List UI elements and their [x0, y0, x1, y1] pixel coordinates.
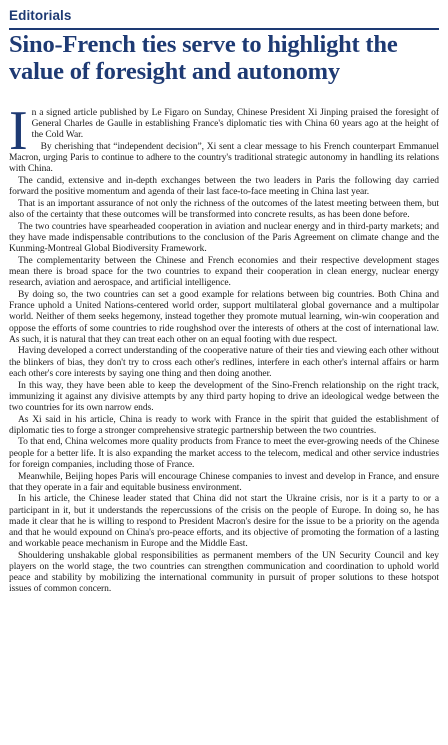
article-paragraph: The two countries have spearheaded cooperation in aviation and nuclear energy and in third-party markets; and they have made indispensable contributions to the conclusion of the Paris Agreement on climate change and the Kunming-Montreal Global Biodiversity Framework. [9, 221, 439, 255]
article-paragraph: In this way, they have been able to keep the development of the Sino-French relationship on the right track, immunizing it against any divisive attempts by any third party hoping to drive an ideological wedge between the two countries for its own narrow ends. [9, 380, 439, 413]
article-paragraph: By doing so, the two countries can set a good example for relations between big countries. Both China and France uphold a United Nations-centered world order, support multilateral global governance and a multipolar world. Neither of them seeks hegemony, instead together they promote mutual learning, win-win cooperation and oppose the efforts of some countries to ride roughshod over the interests of others at the cost of international law. As such, it is natural that they can treat each other on an equal footing with due respect. [9, 290, 439, 345]
article-paragraph: By cherishing that “independent decision”, Xi sent a clear message to his French counterpart Emmanuel Macron, urging Paris to continue to adhere to the country's traditional strategic autonomy in handling its relations with China. [9, 142, 439, 175]
article-paragraph: In his article, the Chinese leader stated that China did not start the Ukraine crisis, nor is it a party to or a participant in it, but it understands the repercussions of the crisis on the people of Europe. In doing so, he has made it clear that he is willing to respond to President Macron's desire for the issue to be a priority on the agenda and that he would expound on China's pro-peace efforts, and its objective of promoting the formation of a lasting and workable peace mechanism in Europe and the Middle East. [9, 494, 439, 550]
article-paragraph: Shouldering unshakable global responsibilities as permanent members of the UN Security Council and key players on the world stage, the two countries can strengthen communication and coordination to uphold world peace and stability by mobilizing the international community in pursuit of proper solutions to these hotspot issues of common concern. [9, 550, 439, 595]
article-paragraph: Having developed a correct understanding of the cooperative nature of their ties and viewing each other without the blinkers of bias, they don't try to cross each other's redlines, interfere in each other's internal affairs or harm each other's core interests by saying one thing and then doing another. [9, 346, 439, 379]
article-body [9, 108, 439, 740]
section-label: Editorials [9, 8, 72, 23]
first-paragraph-text: n a signed article published by Le Figaro on Sunday, Chinese President Xi Jinping praised the foresight of General Charles de Gaulle in establishing France's diplomatic ties with China 60 years ago at the height of the Cold War. [31, 108, 439, 141]
article-paragraph: As Xi said in his article, China is ready to work with France in the spirit that guided the establishment of diplomatic ties to forge a stronger comprehensive strategic partnership between the two countries. [9, 414, 439, 436]
article-paragraph: That is an important assurance of not only the richness of the outcomes of the latest meeting between them, but also of the certainty that these outcomes will be transformed into concrete results, as has been done before. [9, 199, 439, 221]
article-paragraph: To that end, China welcomes more quality products from France to meet the ever-growing needs of the Chinese people for a better life. It is also expanding the market access to the telecom, medical and other service industries for foreign companies, including those of France. [9, 437, 439, 470]
article-paragraph: Meanwhile, Beijing hopes Paris will encourage Chinese companies to invest and develop in France, and ensure that they operate in a fair and equitable business environment. [9, 471, 439, 493]
drop-cap: I [9, 108, 28, 162]
article-paragraph: The candid, extensive and in-depth exchanges between the two leaders in Paris the following day carried forward the positive momentum and agenda of their last face-to-face meeting in China last year. [9, 176, 439, 198]
headline: Sino-French ties serve to highlight the value of foresight and autonomy [9, 31, 398, 85]
section-rule [9, 28, 439, 30]
article-paragraph: The complementarity between the Chinese and French economies and their respective development stages mean there is broad space for the two countries to expand their cooperation in clean energy, nuclear energy research, aviation and aerospace, and artificial intelligence. [9, 256, 439, 289]
